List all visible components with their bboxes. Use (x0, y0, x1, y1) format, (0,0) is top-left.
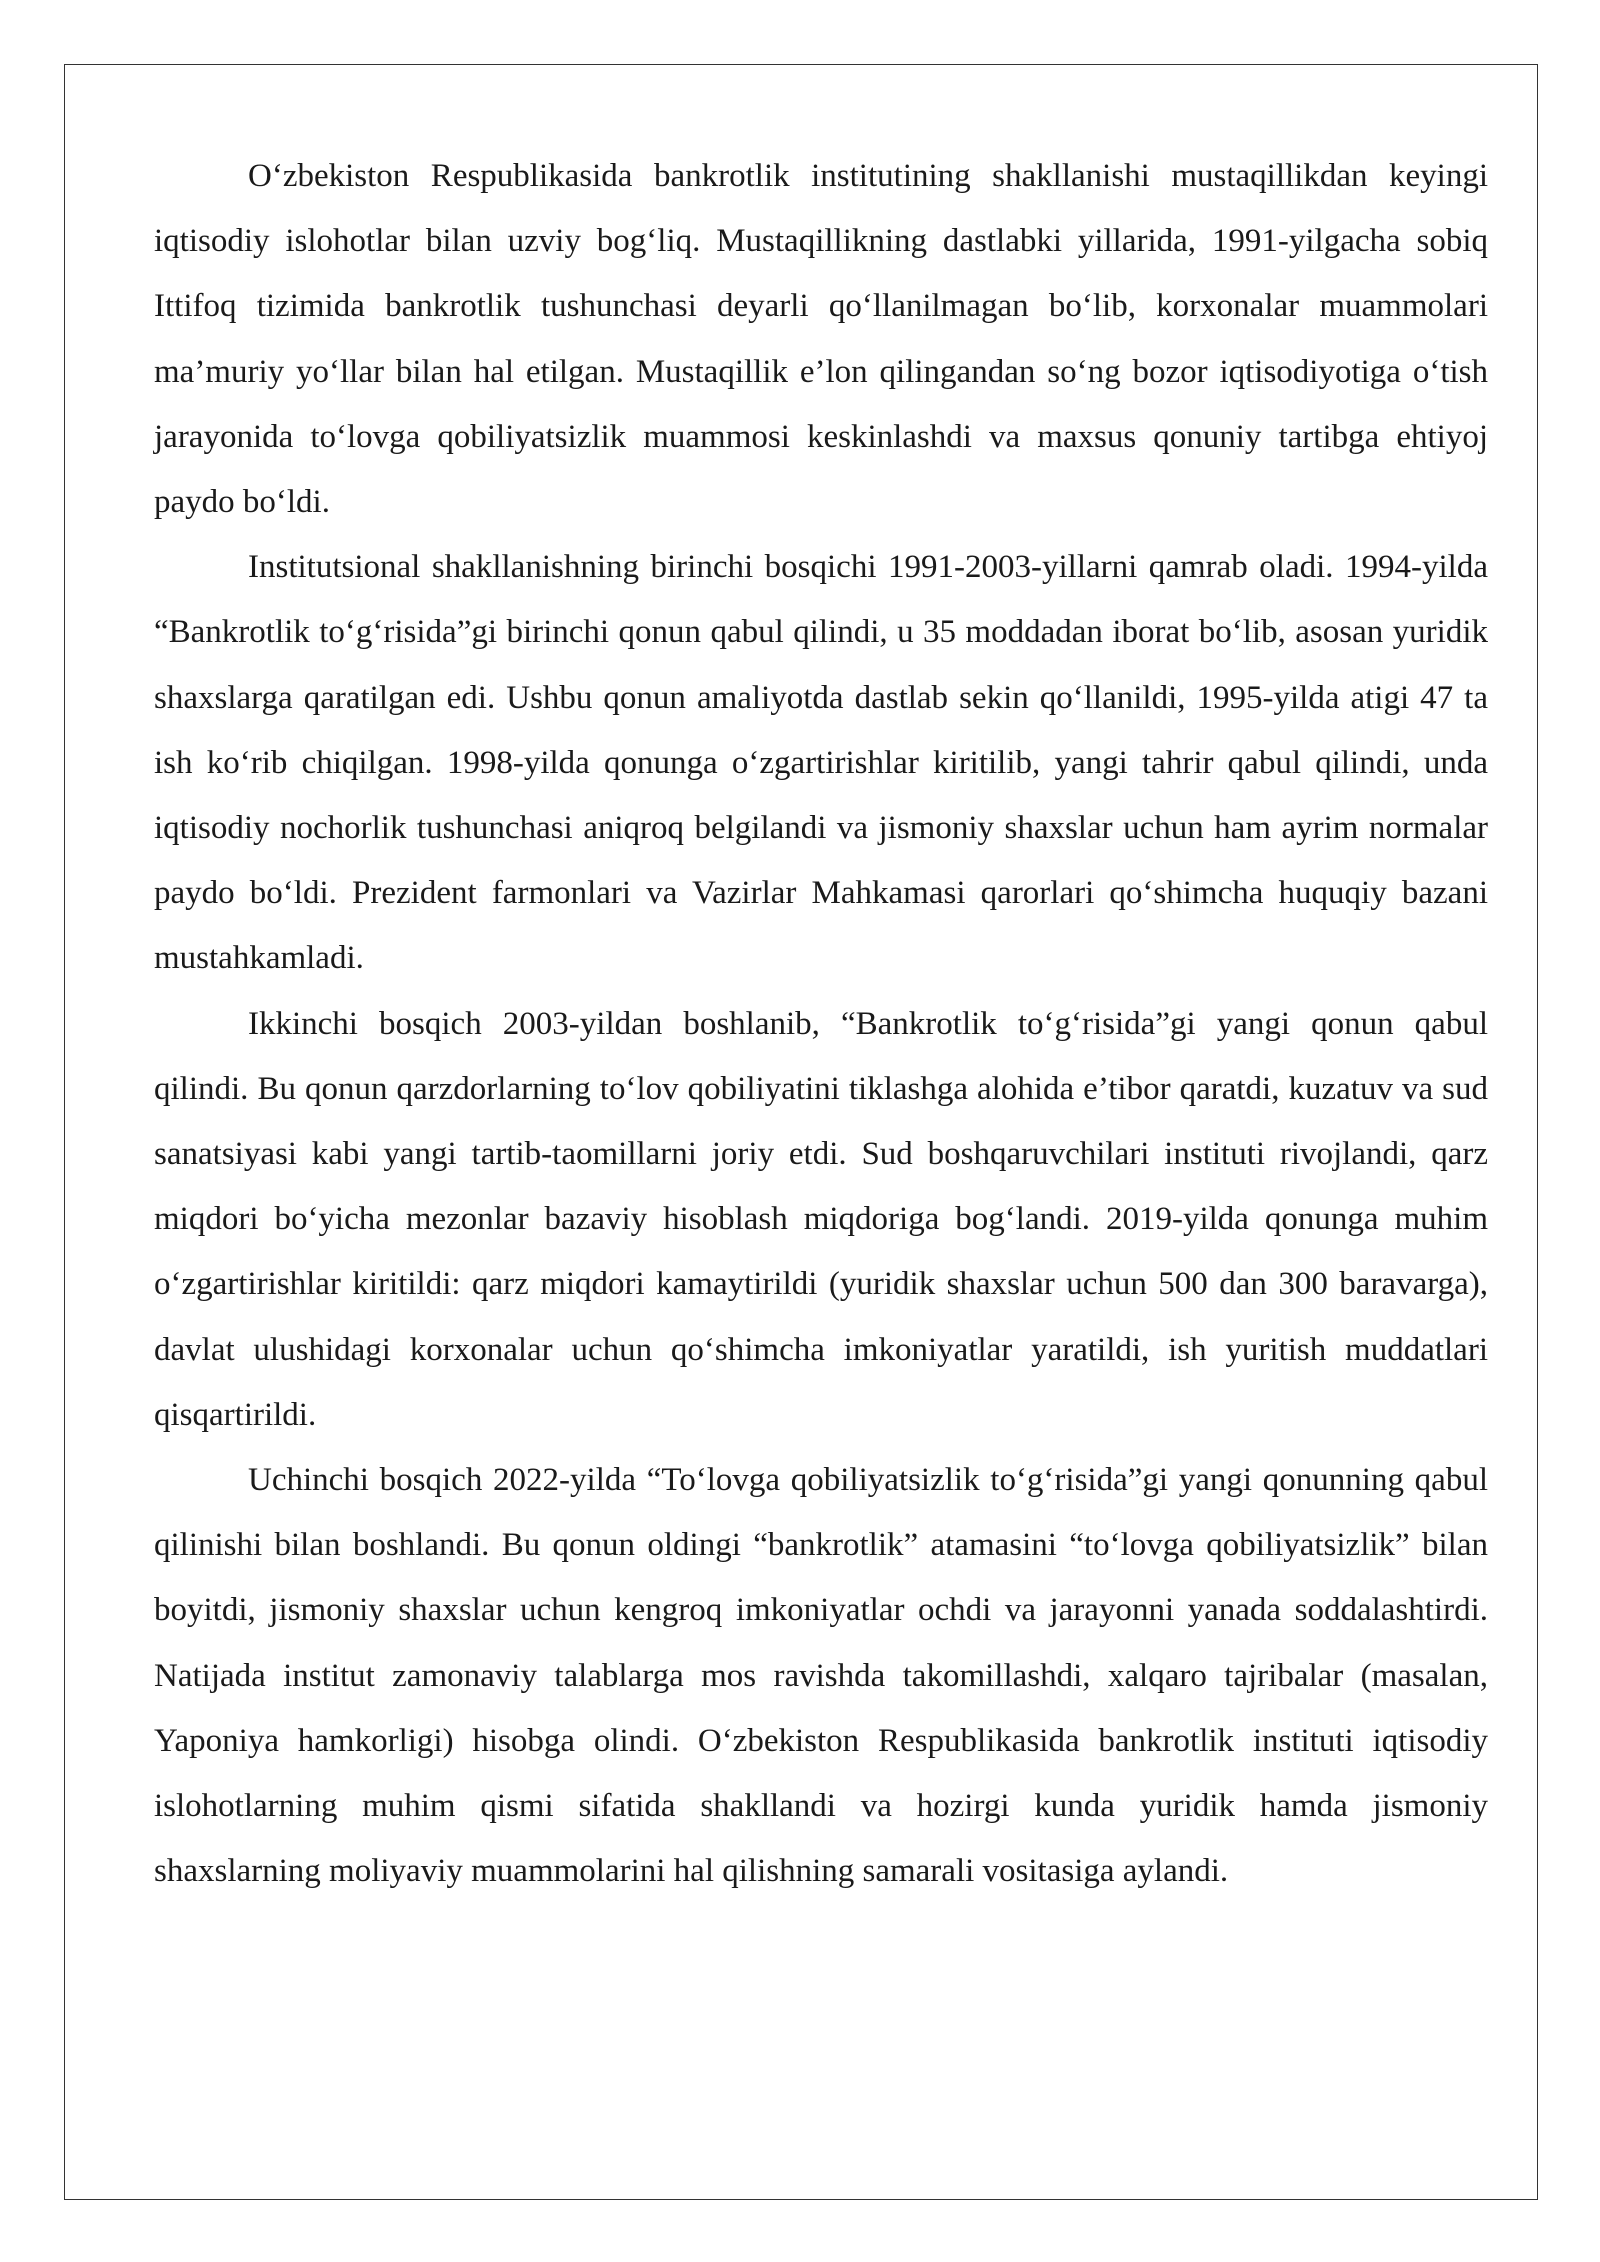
paragraph-2: Institutsional shakllanishning birinchi bosqichi 1991-2003-yillarni qamrab oladi. 1994-yilda “Bankrotlik to‘g‘risida”gi birinchi qonun qabul qilindi, u 35 moddadan iborat bo‘lib, asosan yuridik shaxslarga qaratilgan edi. Ushbu qonun amaliyotda dastlab sekin qo‘llanildi, 1995-yilda atigi 47 ta ish ko‘rib chiqilgan. 1998-yilda qonunga o‘zgartirishlar kiritilib, yangi tahrir qabul qilindi, unda iqtisodiy nochorlik tushunchasi aniqroq belgilandi va jismoniy shaxslar uchun ham ayrim normalar paydo bo‘ldi. Prezident farmonlari va Vazirlar Mahkamasi qarorlari qo‘shimcha huquqiy bazani mustahkamladi. (154, 549, 1488, 977)
paragraph-1: O‘zbekiston Respublikasida bankrotlik institutining shakllanishi mustaqillikdan keyingi iqtisodiy islohotlar bilan uzviy bog‘liq. Mustaqillikning dastlabki yillarida, 1991-yilgacha sobiq Ittifoq tizimida bankrotlik tushunchasi deyarli qo‘llanilmagan bo‘lib, korxonalar muammolari ma’muriy yo‘llar bilan hal etilgan. Mustaqillik e’lon qilingandan so‘ng bozor iqtisodiyotiga o‘tish jarayonida to‘lovga qobiliyatsizlik muammosi keskinlashdi va maxsus qonuniy tartibga ehtiyoj paydo bo‘ldi. (154, 158, 1488, 521)
paragraph-4: Uchinchi bosqich 2022-yilda “To‘lovga qobiliyatsizlik to‘g‘risida”gi yangi qonunning qabul qilinishi bilan boshlandi. Bu qonun oldingi “bankrotlik” atamasini “to‘lovga qobiliyatsizlik” bilan boyitdi, jismoniy shaxslar uchun kengroq imkoniyatlar ochdi va jarayonni yanada soddalashtirdi. Natijada institut zamonaviy talablarga mos ravishda takomillashdi, xalqaro tajribalar (masalan, Yaponiya hamkorligi) hisobga olindi. O‘zbekiston Respublikasida bankrotlik instituti iqtisodiy islohotlarning muhim qismi sifatida shakllandi va hozirgi kunda yuridik hamda jismoniy shaxslarning moliyaviy muammolarini hal qilishning samarali vositasiga aylandi. (154, 1462, 1488, 1890)
paragraph-3: Ikkinchi bosqich 2003-yildan boshlanib, “Bankrotlik to‘g‘risida”gi yangi qonun qabul qilindi. Bu qonun qarzdorlarning to‘lov qobiliyatini tiklashga alohida e’tibor qaratdi, kuzatuv va sud sanatsiyasi kabi yangi tartib-taomillarni joriy etdi. Sud boshqaruvchilari instituti rivojlandi, qarz miqdori bo‘yicha mezonlar bazaviy hisoblash miqdoriga bog‘landi. 2019-yilda qonunga muhim o‘zgartirishlar kiritildi: qarz miqdori kamaytirildi (yuridik shaxslar uchun 500 dan 300 baravarga), davlat ulushidagi korxonalar uchun qo‘shimcha imkoniyatlar yaratildi, ish yuritish muddatlari qisqartirildi. (154, 1005, 1488, 1433)
document-body (154, 144, 1488, 1904)
